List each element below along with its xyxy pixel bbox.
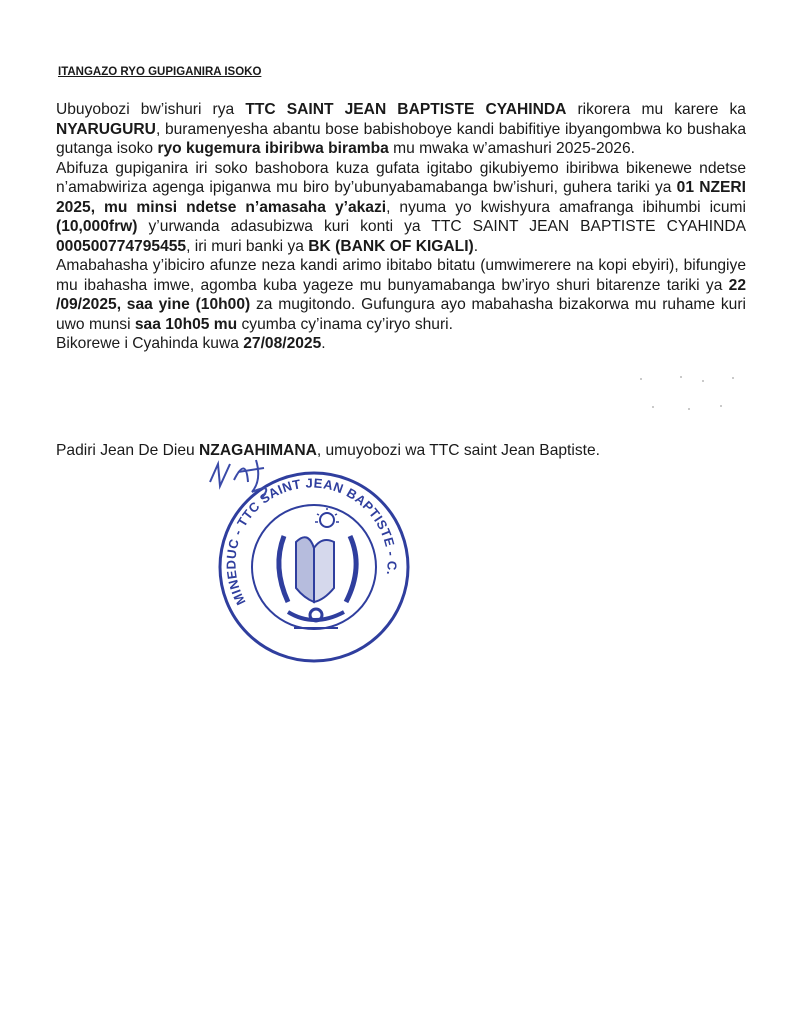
signatory-surname: NZAGAHIMANA [199,442,317,459]
deadline: 22 /09/2025, saa yine (10h00) [56,276,746,313]
text-segment: Abifuza gupiganira iri soko bashobora kuza gufata igitabo gikubiyemo ibiribwa bikenewe ndetse n’amabwiriza agenga ipiganwa mu biro by’ubunyabamabanga bw’ishuri, guhera tariki ya [56,159,746,196]
rwanda-emblem-icon [279,508,356,628]
text-segment: . [473,237,479,255]
text-segment: y’urwanda adasubizwa kuri konti ya TTC SAINT JEAN BAPTISTE CYAHINDA [137,218,746,235]
text-segment: za mugitondo. Gufungura ayo mabahasha bizakorwa mu ruhame kuri uwo munsi [56,296,746,333]
tender-subject: ryo kugemura ibiribwa biramba [157,140,389,157]
text-segment: rikorera mu karere ka [566,101,746,118]
text-segment: , umuyobozi wa TTC saint Jean Baptiste. [316,442,600,459]
paragraph-intro [56,100,746,159]
paragraph-instructions [56,159,746,257]
school-name: TTC SAINT JEAN BAPTISTE CYAHINDA [245,101,567,118]
issue-date: 27/08/2025 [243,335,322,352]
account-number: 000500774795455 [56,237,187,255]
bank-name: BK (BANK OF KIGALI) [308,237,474,255]
text-segment: cyumba cy’inama cy’iryo shuri. [237,315,453,333]
text-segment: . [321,335,326,352]
announcement-body [56,100,746,354]
text-segment: Amabahasha y’ibiciro afunze neza kandi arimo ibitabo bitatu (umwimerere na kopi ebyiri), bifungiye mu ibahasha imwe, agomba kuba yageze mu bunyamabanga bw’iryo shuri bitarenze tariki ya [56,257,746,294]
text-segment: Ubuyobozi bw’ishuri rya [56,101,246,118]
district-name: NYARUGURU [56,120,156,138]
text-segment: , nyuma yo kwishyura amafranga ibihumbi icumi [386,198,746,216]
paragraph-submission [56,256,746,334]
text-segment: Bikorewe i Cyahinda kuwa [56,335,244,352]
stamp-ring-text: MINEDUC - TTC SAINT JEAN BAPTISTE - C. [223,475,400,608]
text-segment: , buramenyesha abantu bose babishoboye kandi babifitiye ibyangombwa ko bushaka gutanga isoko [56,120,746,157]
paragraph-date [56,334,746,354]
official-stamp [204,452,424,672]
opening-time: saa 10h05 mu [134,315,238,333]
document-title: ITANGAZO RYO GUPIGANIRA ISOKO [58,66,262,78]
text-segment: Padiri Jean De Dieu [56,442,200,459]
fee-amount: (10,000frw) [56,218,138,235]
text-segment: , iri muri banki ya [186,237,309,255]
start-date: 01 NZERI 2025, mu minsi ndetse n’amasaha y’akazi [56,179,746,216]
text-segment: mu mwaka w’amashuri 2025-2026. [388,140,635,157]
